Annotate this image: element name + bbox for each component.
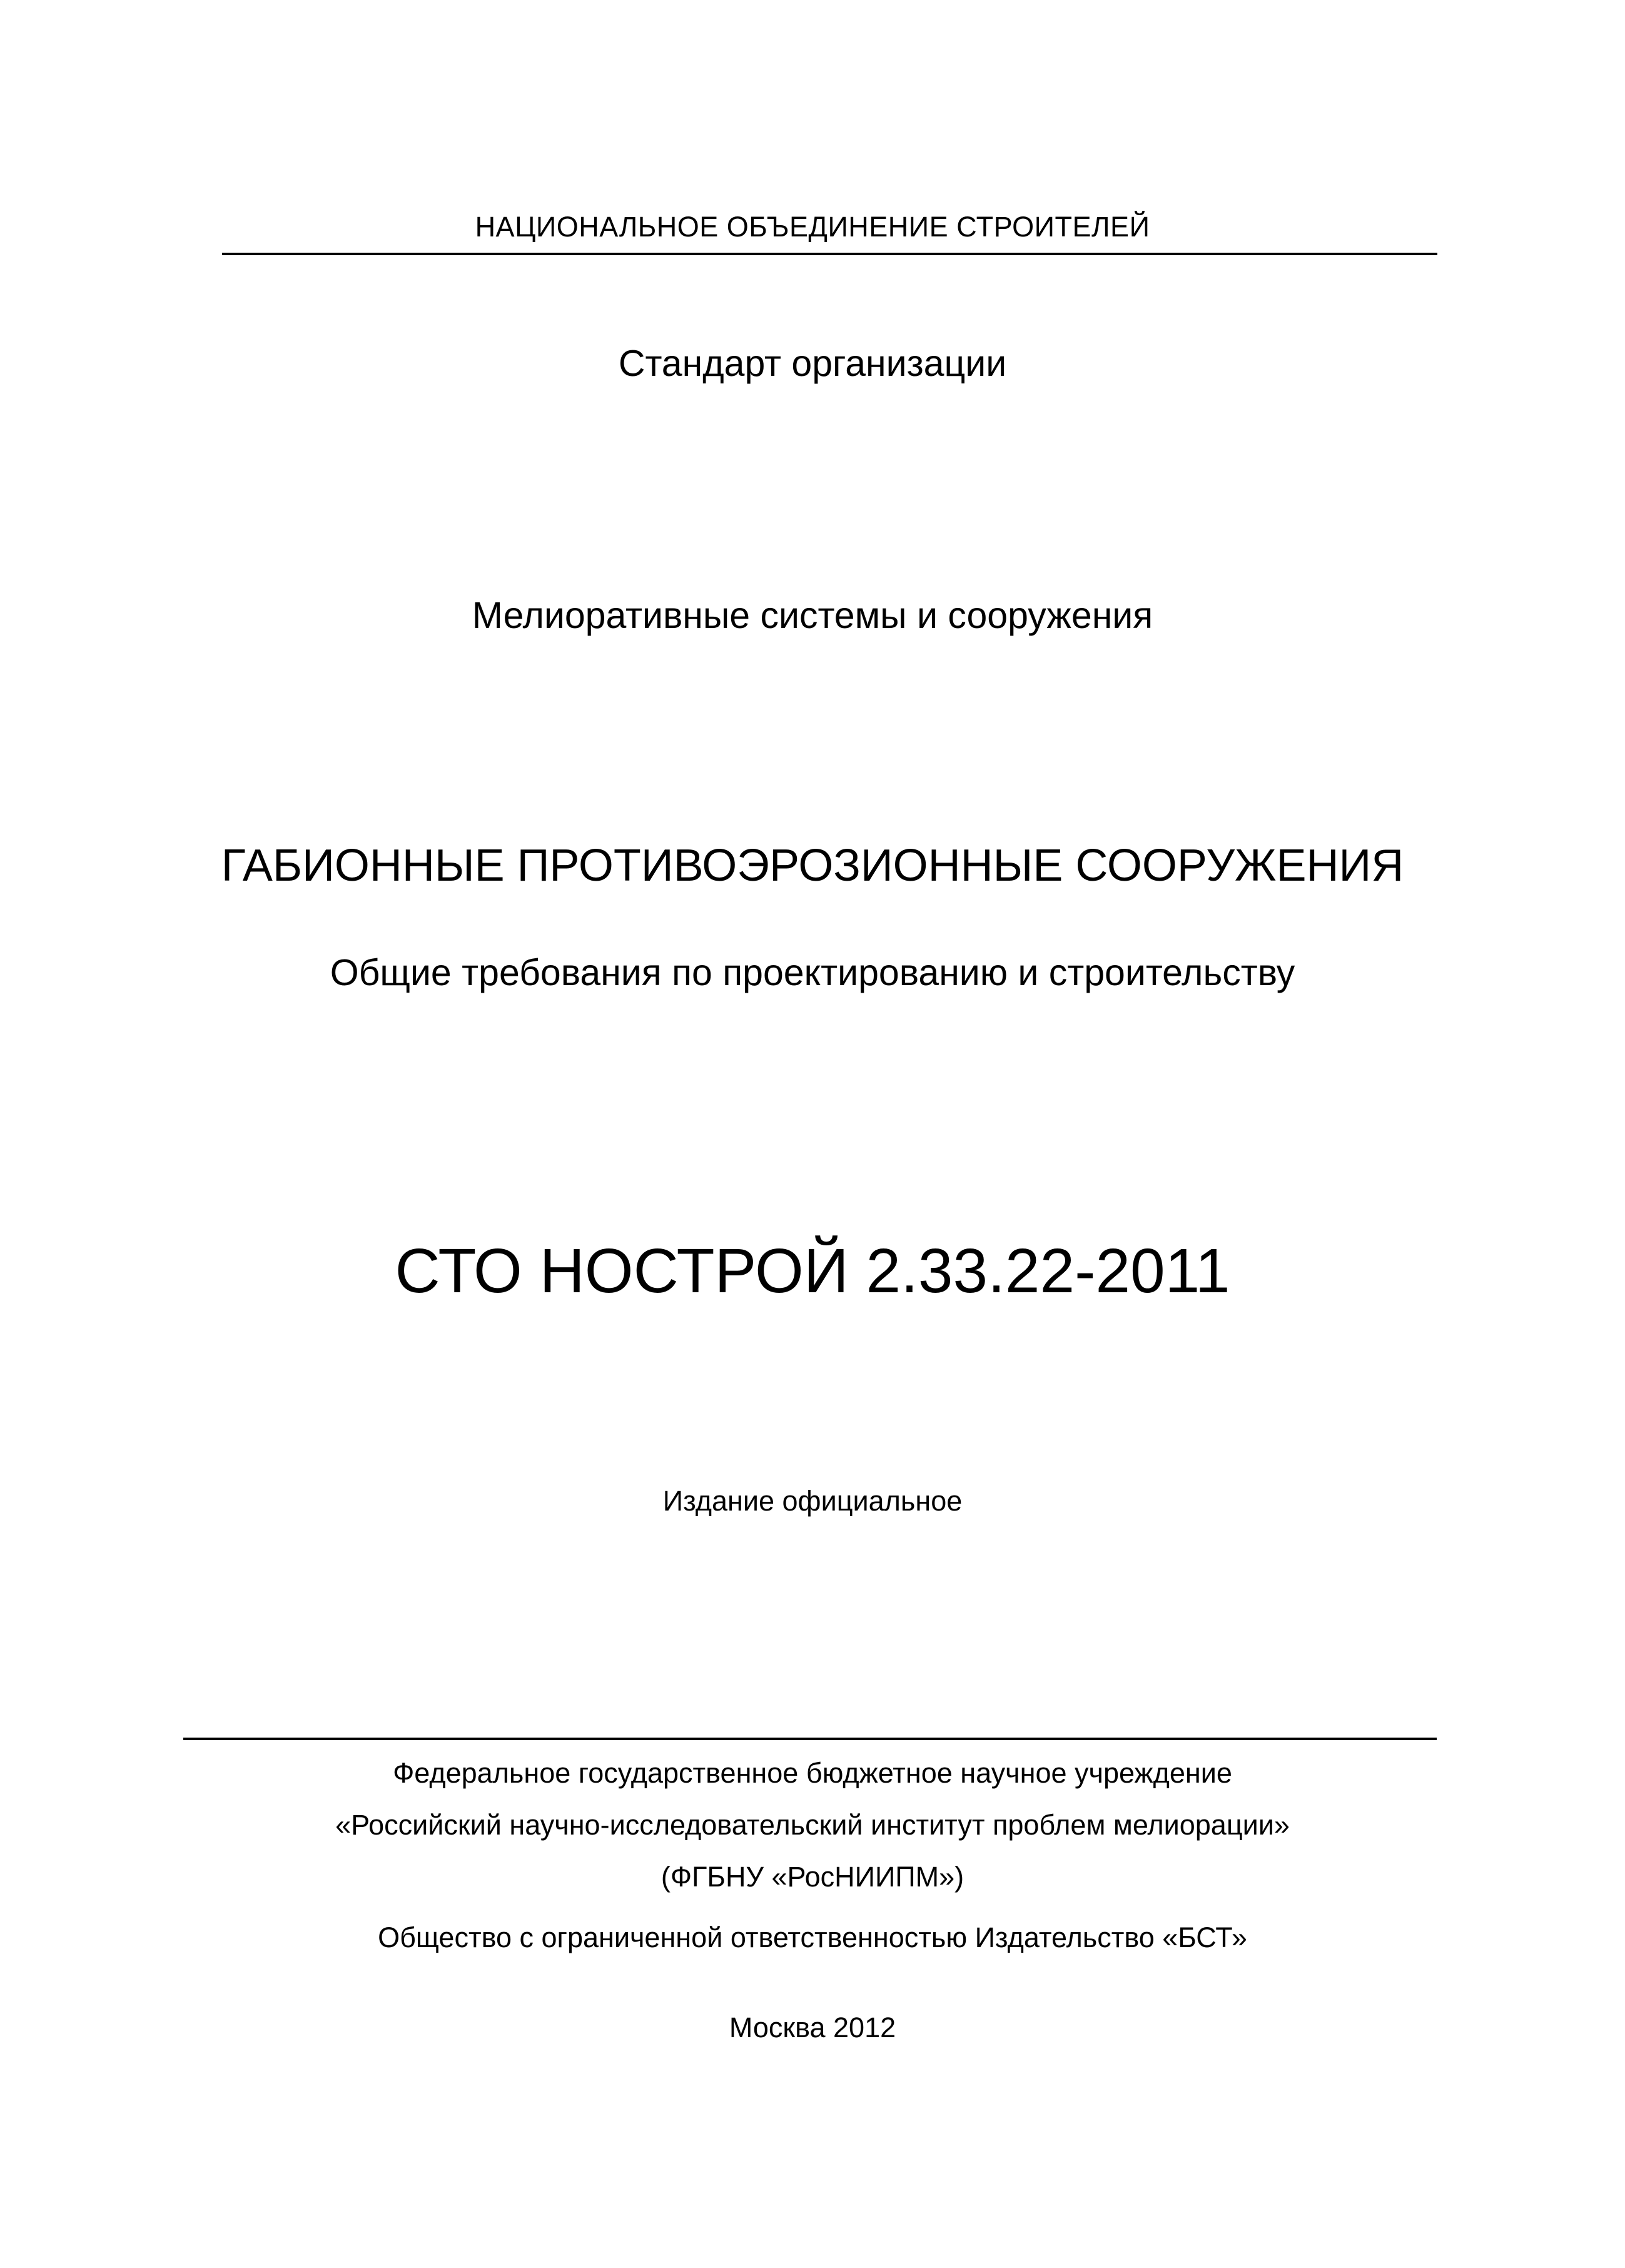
header-divider [222,253,1437,255]
developer-line-3: (ФГБНУ «РосНИИПМ») [661,1861,964,1893]
organization-header: НАЦИОНАЛЬНОЕ ОБЪЕДИНЕНИЕ СТРОИТЕЛЕЙ [475,211,1150,243]
document-type: Стандарт организации [618,343,1007,384]
footer-divider [183,1738,1437,1740]
document-subtitle: Общие требования по проектированию и строительству [330,952,1295,993]
publisher: Общество с ограниченной ответственностью Издательство «БСТ» [378,1921,1247,1953]
standard-code: СТО НОСТРОЙ 2.33.22-2011 [395,1236,1230,1306]
document-title: ГАБИОННЫЕ ПРОТИВОЭРОЗИОННЫЕ СООРУЖЕНИЯ [221,841,1404,891]
edition-note: Издание официальное [662,1485,963,1517]
place-year: Москва 2012 [729,2012,896,2043]
developer-line-1: Федеральное государственное бюджетное научное учреждение [393,1757,1232,1789]
document-series: Мелиоративные системы и сооружения [472,595,1153,636]
developer-line-2: «Российский научно-исследовательский институт проблем мелиорации» [335,1809,1290,1841]
